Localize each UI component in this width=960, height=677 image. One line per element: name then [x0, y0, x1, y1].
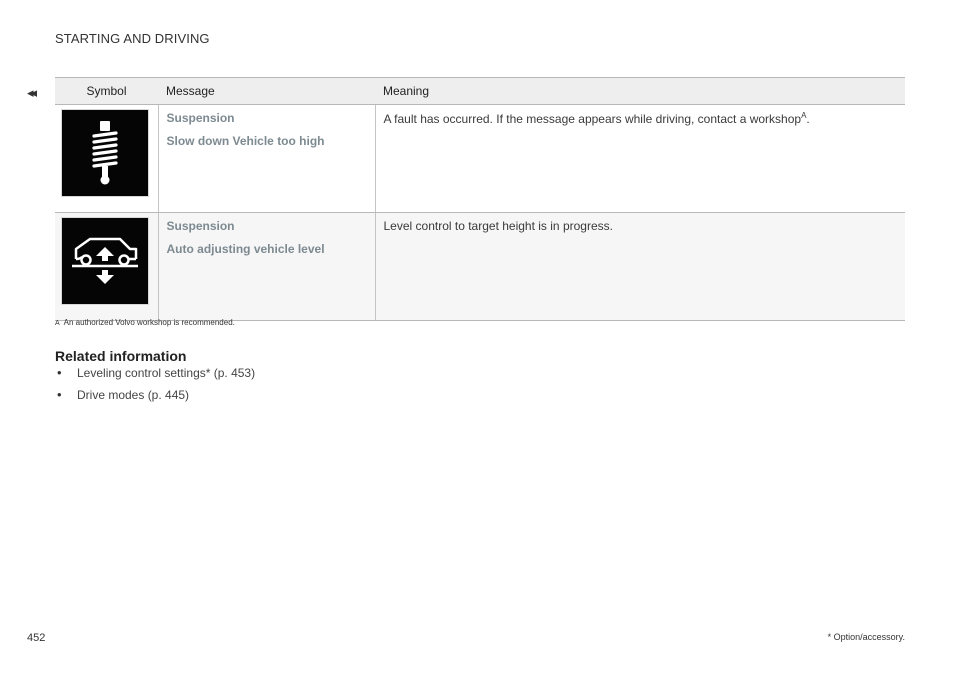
- column-header-meaning: Meaning: [375, 78, 905, 105]
- meaning-text: Level control to target height is in progress.: [383, 219, 613, 233]
- message-table: [55, 77, 905, 321]
- continued-icon: ◂◂: [27, 85, 35, 100]
- table-header-row: [55, 78, 905, 105]
- message-cell: [158, 213, 375, 321]
- column-header-symbol: Symbol: [55, 78, 158, 105]
- column-header-message: Message: [158, 78, 375, 105]
- footnote-marker: A: [801, 111, 807, 120]
- section-header: STARTING AND DRIVING: [55, 31, 210, 46]
- meaning-cell: [375, 105, 905, 213]
- message-title: Suspension: [166, 111, 235, 125]
- related-link-leveling-control[interactable]: • Leveling control settings* (p. 453): [55, 366, 255, 388]
- message-text: Auto adjusting vehicle level: [166, 242, 325, 256]
- meaning-text: A fault has occurred. If the message appears while driving, contact a workshop$^A$.: [383, 111, 810, 126]
- table-row: [55, 213, 905, 321]
- page-number: 452: [27, 632, 46, 644]
- related-links-list: [55, 366, 255, 410]
- related-link-drive-modes[interactable]: • Drive modes (p. 445): [55, 388, 255, 410]
- message-title: Suspension: [166, 219, 235, 233]
- related-information-heading: Related information: [55, 348, 187, 364]
- symbol-cell: [55, 213, 158, 321]
- footnote-text: An authorized Volvo workshop is recommended.: [63, 318, 235, 327]
- message-text: Slow down Vehicle too high: [166, 134, 325, 148]
- option-accessory-note: * Option/accessory.: [827, 632, 905, 642]
- footnote-marker: A: [55, 320, 60, 327]
- symbol-cell: [55, 105, 158, 213]
- level-adjust-icon: [61, 217, 149, 305]
- table-row: [55, 105, 905, 213]
- message-cell: [158, 105, 375, 213]
- meaning-cell: [375, 213, 905, 321]
- table-footnote: [55, 318, 235, 327]
- suspension-fault-icon: [61, 109, 149, 197]
